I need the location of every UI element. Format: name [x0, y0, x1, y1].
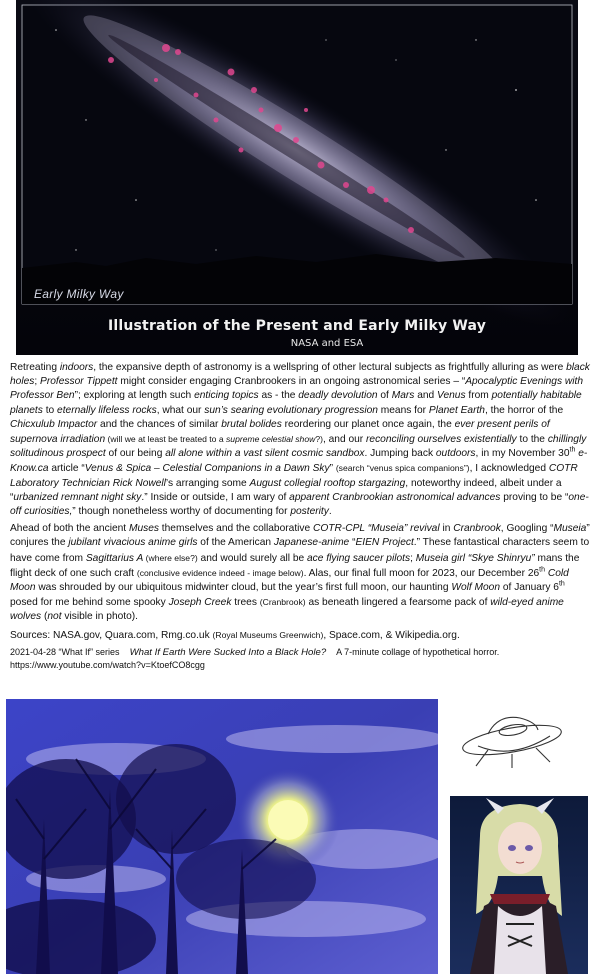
text-run: , Googling “ — [500, 523, 554, 535]
text-run: Professor Tippett — [40, 376, 118, 388]
text-run: means for — [377, 404, 429, 416]
text-run: article “ — [48, 463, 85, 475]
text-run: ” though nonetheless worthy of documenting for — [72, 506, 291, 518]
paragraph-museia — [10, 522, 592, 624]
text-run: of — [377, 390, 392, 402]
text-run: reordering our planet once again, the — [281, 418, 455, 430]
text-run: brutal bolides — [221, 418, 282, 430]
text-run: proving to be “ — [500, 491, 569, 503]
text-run: visible in photo). — [61, 611, 138, 623]
anime-girl-skye-shinryu-illustration — [450, 796, 588, 974]
hero-title: Illustration of the Present and Early Milky Way — [107, 318, 487, 334]
text-run: in — [439, 523, 454, 535]
text-run: ” — [329, 463, 336, 475]
paragraph-astronomy — [10, 361, 592, 519]
text-run: posterity — [290, 506, 329, 518]
text-run: , what our — [156, 404, 205, 416]
video-description: A 7-minute collage of hypothetical horror. — [336, 646, 500, 657]
text-run: all alone within a vast silent cosmic sandbox — [165, 448, 365, 460]
galaxy-graphic — [16, 0, 578, 355]
text-run: and would surely all be — [197, 552, 308, 564]
text-run: , the expansive depth of astronomy is a wellspring of other lectural subjects as frightfully alluring as were — [93, 362, 567, 373]
text-run: Cold Moon — [10, 567, 569, 594]
text-run: and the chances of similar — [97, 418, 222, 430]
text-run: Museia — [553, 523, 587, 535]
text-run: ( — [41, 611, 48, 623]
text-run: black holes — [10, 362, 590, 388]
text-run: indoors — [59, 362, 94, 373]
text-run: , noteworthy indeed, albeit under a “ — [10, 477, 562, 503]
text-run: COTR Laboratory Technician Rick Nowell — [10, 463, 578, 489]
text-run: (where else?) — [143, 552, 198, 563]
text-run: sun’s searing evolutionary progression — [204, 404, 378, 416]
text-run: , I acknowledged — [469, 463, 549, 475]
text-run: ; — [34, 376, 41, 388]
text-run: Joseph Creek — [168, 597, 232, 609]
hero-inset-label: Early Milky Way — [34, 287, 124, 301]
text-run: Mars — [391, 390, 415, 402]
hero-credit: NASA and ESA — [290, 338, 364, 349]
text-run: Wolf Moon — [451, 582, 501, 594]
text-run: . Jumping back — [364, 448, 436, 460]
text-run: Muses — [128, 523, 159, 535]
text-run: Venus & Spica – Celestial Companions in a Dawn Sky — [84, 463, 330, 475]
text-run: urbanized remnant night sky — [13, 491, 142, 503]
text-run: , Space.com, & Wikipedia.org. — [323, 629, 460, 641]
text-run: .” These fantastical characters seem to have come from — [10, 537, 590, 564]
text-run: th — [569, 446, 576, 454]
text-run: was shrouded by our ubiquitous midwinter cloud, but the year’s first full moon, our haunting — [35, 582, 452, 594]
sources-line — [10, 628, 592, 643]
text-run: ; — [410, 552, 416, 564]
text-run: Chicxulub Impactor — [10, 418, 98, 430]
text-run: ” conjures the — [10, 523, 590, 549]
text-run: (Royal Museums Greenwich) — [212, 629, 324, 640]
text-run: EIEN Project — [355, 537, 414, 549]
text-run: August collegial rooftop stargazing — [249, 477, 406, 489]
text-run: chillingly solitudinous prospect — [10, 434, 587, 460]
text-run: .” Inside or outside, I am wary of — [141, 491, 290, 503]
article-body — [10, 361, 592, 671]
text-run: apparent Cranbrookian astronomical advances — [289, 491, 501, 503]
text-run: Cranbrook — [453, 523, 501, 535]
text-run: outdoors — [435, 448, 476, 460]
milky-way-illustration — [16, 0, 578, 355]
text-run: themselves and the collaborative — [158, 523, 313, 535]
text-run: and — [414, 390, 438, 402]
text-run: deadly devolution — [298, 390, 378, 402]
text-run: “ — [349, 537, 356, 549]
text-run: potentially habitable planets — [10, 390, 582, 416]
text-run: posed for me behind some spooky — [10, 597, 169, 609]
text-run: one-off curiosities, — [10, 491, 589, 518]
text-run: wild-eyed anime wolves — [10, 597, 564, 623]
text-run: , in my November 30 — [475, 448, 570, 460]
text-run: ace flying saucer pilots — [307, 552, 411, 564]
text-run: Venus — [437, 390, 466, 402]
text-run: Planet Earth — [428, 404, 485, 416]
text-run: as beneath lingered a fearsome pack of — [305, 597, 491, 609]
text-run: eternally lifeless rocks — [57, 404, 157, 416]
text-run: , and our — [322, 434, 367, 446]
text-run: of our being — [105, 448, 166, 460]
text-run: th — [558, 580, 565, 588]
text-run: Japanese-anime — [273, 537, 350, 549]
text-run: (search “venus spica companions”) — [335, 463, 470, 474]
text-run: trees — [231, 597, 260, 609]
text-run: as - the — [258, 390, 299, 402]
text-run: from — [465, 390, 492, 402]
video-reference — [10, 646, 592, 671]
text-run: not — [47, 611, 62, 623]
text-run: e-Know.ca — [10, 448, 588, 475]
text-run: (Cranbrook) — [259, 597, 306, 608]
text-run: of January 6 — [500, 582, 559, 594]
moon-behind-trees-photo — [6, 699, 438, 974]
text-run: Museia girl “Skye Shinryu” — [415, 552, 535, 564]
text-run: of the American — [197, 537, 274, 549]
text-run: Sagittarius A — [85, 552, 144, 564]
text-run: jubilant vivacious anime girls — [68, 537, 198, 549]
text-run: Apocalyptic Evenings with Professor Ben — [10, 376, 584, 402]
text-run: supreme celestial show — [226, 434, 316, 445]
video-url-link[interactable]: https://www.youtube.com/watch?v=KtoefCO8cgg — [10, 659, 205, 670]
text-run: might consider engaging Cranbrookers in an ongoing astronomical series – “ — [117, 376, 466, 388]
text-run: reconciling ourselves existentially — [366, 434, 517, 446]
text-run: . Alas, our final full moon for 2023, our December 26 — [303, 567, 540, 579]
text-run: mans the flight deck of one such craft — [10, 552, 580, 579]
video-title: What If Earth Were Sucked Into a Black Hole? — [129, 646, 327, 658]
text-run: ’s arranging some — [165, 477, 250, 489]
text-run: Ahead of both the ancient — [10, 523, 129, 535]
text-run: to the — [516, 434, 548, 446]
text-run: . — [328, 506, 332, 518]
text-run: , the horror of the — [484, 404, 564, 416]
text-run: (will we at least be treated to a — [105, 434, 226, 445]
flying-saucer-icon — [458, 708, 566, 774]
text-run: ?) — [315, 434, 323, 445]
video-date-series: 2021-04-28 “What If” series — [10, 646, 120, 657]
text-run: Sources: NASA.gov, Quara.com, Rmg.co.uk — [10, 629, 213, 641]
text-run: ”; exploring at length such — [74, 390, 195, 402]
text-run: ever present perils of supernova irradiation — [10, 418, 550, 446]
text-run: (conclusive evidence indeed - image below) — [136, 567, 304, 578]
text-run: enticing topics — [194, 390, 259, 402]
text-run: COTR-CPL “Museia” revival — [313, 523, 440, 535]
text-run: to — [42, 404, 58, 416]
text-run: th — [539, 566, 545, 574]
text-run: Retreating — [10, 362, 60, 373]
